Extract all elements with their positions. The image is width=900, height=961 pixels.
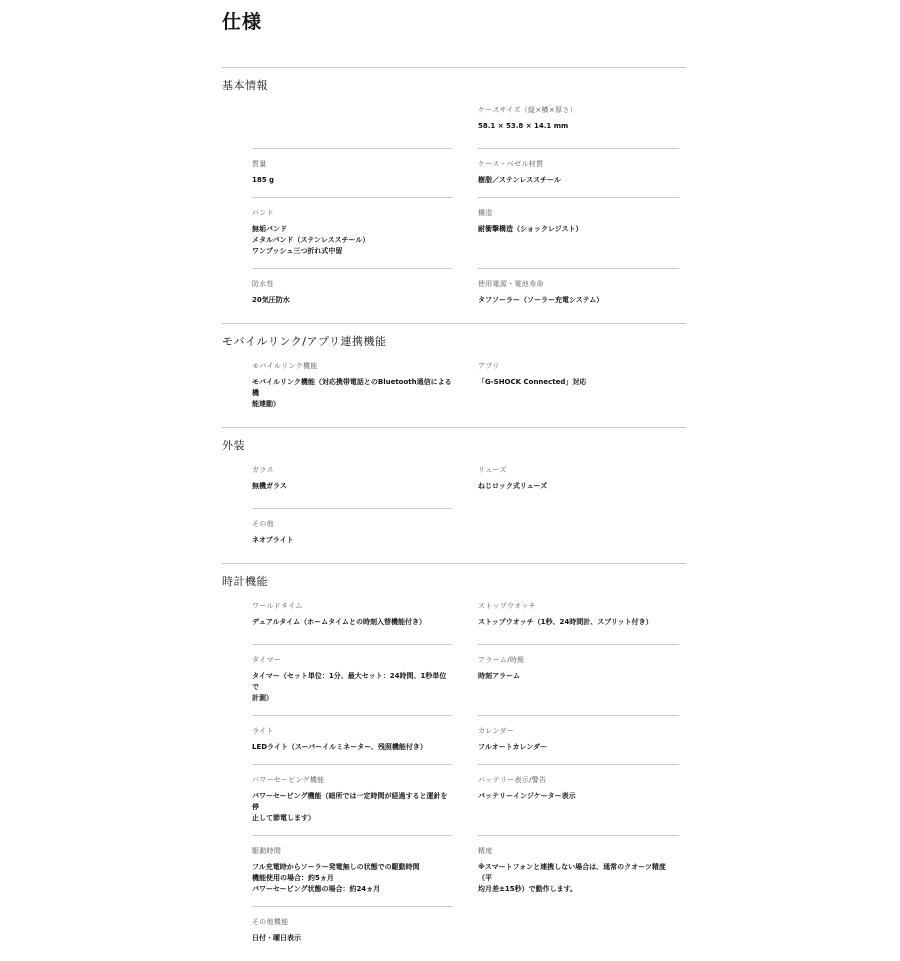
spec-value-line: 計測） xyxy=(252,694,273,702)
spec-item xyxy=(478,599,679,644)
spec-item xyxy=(478,764,679,835)
spec-value xyxy=(478,121,679,132)
spec-label: その他機能 xyxy=(252,918,289,926)
spec-value xyxy=(252,535,453,546)
spec-label: ワールドタイム xyxy=(252,602,303,610)
spec-item xyxy=(252,835,453,906)
spec-value-line: パワーセービング機能（暗所では一定時間が経過すると運針を停 xyxy=(252,792,448,811)
spec-value-line: 耐衝撃構造（ショックレジスト） xyxy=(478,225,583,233)
spec-value xyxy=(478,295,679,306)
spec-value-line: ねじロック式リューズ xyxy=(478,482,548,490)
spec-label: バンド xyxy=(252,209,274,217)
spec-item xyxy=(478,644,679,715)
spec-item xyxy=(478,197,679,268)
spec-value xyxy=(478,224,679,235)
spec-item xyxy=(252,268,453,317)
section-heading: 基本情報 xyxy=(222,79,268,92)
spec-value xyxy=(252,295,453,306)
spec-label: 精度 xyxy=(478,847,493,855)
spec-value-line: 185 g xyxy=(252,176,275,184)
spec-label: バッテリー表示/警告 xyxy=(478,776,547,784)
spec-item xyxy=(478,508,679,557)
spec-value-line: LEDライト（スーパーイルミネーター、残照機能付き） xyxy=(252,743,427,751)
spec-value-line: メタルバンド（ステンレススチール） xyxy=(252,236,370,244)
spec-value-line: 機能使用の場合：約5ヵ月 xyxy=(252,874,334,882)
spec-item xyxy=(252,103,453,148)
page-title: 仕様 xyxy=(222,11,263,33)
spec-value-line: 20気圧防水 xyxy=(252,296,290,304)
spec-value-line: 時刻アラーム xyxy=(478,672,520,680)
spec-value xyxy=(478,791,679,802)
spec-item xyxy=(478,715,679,764)
spec-value-line: 日付・曜日表示 xyxy=(252,934,301,942)
spec-value-line: フル充電時からソーラー発電無しの状態での駆動時間 xyxy=(252,863,420,871)
spec-item xyxy=(252,599,453,644)
spec-value xyxy=(252,933,453,944)
spec-value-line: ネオブライト xyxy=(252,536,294,544)
spec-grid xyxy=(252,463,686,563)
spec-value xyxy=(478,671,679,682)
spec-grid xyxy=(252,359,686,427)
section-heading: 時計機能 xyxy=(222,575,268,588)
spec-value xyxy=(252,742,453,753)
spec-item xyxy=(252,197,453,268)
spec-value xyxy=(252,224,453,257)
spec-item xyxy=(252,644,453,715)
spec-value-line: ※スマートフォンと連携しない場合は、通常のクオーツ精度（平 xyxy=(478,863,666,882)
spec-item xyxy=(252,508,453,557)
spec-value xyxy=(252,481,453,492)
spec-value xyxy=(252,671,453,704)
spec-label: モバイルリンク機能 xyxy=(252,362,318,370)
spec-value xyxy=(478,742,679,753)
spec-item xyxy=(478,359,679,421)
spec-label: ライト xyxy=(252,727,274,735)
spec-value-line: 「G-SHOCK Connected」対応 xyxy=(478,378,587,386)
spec-label: 構造 xyxy=(478,209,493,217)
spec-value xyxy=(252,791,453,824)
spec-item xyxy=(478,463,679,508)
spec-label: アラーム/時報 xyxy=(478,656,525,664)
spec-label: ガラス xyxy=(252,466,274,474)
spec-value-line: フルオートカレンダー xyxy=(478,743,548,751)
spec-item xyxy=(478,148,679,197)
section-heading: 外装 xyxy=(222,439,245,452)
spec-value-line: 樹脂／ステンレススチール xyxy=(478,176,561,184)
spec-value-line: 能連動） xyxy=(252,400,280,408)
section-heading: モバイルリンク/アプリ連携機能 xyxy=(222,335,387,348)
spec-page xyxy=(222,0,686,961)
spec-value-line: 止して節電します） xyxy=(252,814,315,822)
spec-value-line: 58.1 × 53.8 × 14.1 mm xyxy=(478,122,569,130)
spec-item xyxy=(252,906,453,955)
watch-functions-section xyxy=(222,563,686,961)
spec-item xyxy=(252,715,453,764)
spec-label: リューズ xyxy=(478,466,507,474)
spec-value-line: デュアルタイム（ホームタイムとの時刻入替機能付き） xyxy=(252,618,426,626)
spec-label: 防水性 xyxy=(252,280,274,288)
spec-item xyxy=(252,359,453,421)
spec-label: 駆動時間 xyxy=(252,847,282,855)
spec-item xyxy=(478,835,679,906)
spec-sections xyxy=(222,67,686,961)
spec-label: パワーセービング機能 xyxy=(252,776,325,784)
spec-label: ケース・ベゼル材質 xyxy=(478,160,544,168)
spec-value-line: タイマー（セット単位：1分、最大セット：24時間、1秒単位で xyxy=(252,672,447,691)
spec-label: ストップウオッチ xyxy=(478,602,536,610)
spec-value xyxy=(478,377,679,388)
spec-value-line: ワンプッシュ三つ折れ式中留 xyxy=(252,247,343,255)
spec-value xyxy=(252,377,453,410)
spec-item xyxy=(252,463,453,508)
spec-value xyxy=(252,175,453,186)
spec-item xyxy=(252,148,453,197)
spec-value xyxy=(478,175,679,186)
spec-value xyxy=(478,862,679,895)
spec-value-line: ストップウオッチ（1秒、24時間計、スプリット付き） xyxy=(478,618,653,626)
basic-info-section xyxy=(222,67,686,323)
spec-item xyxy=(478,268,679,317)
spec-grid xyxy=(252,103,686,323)
mobile-link-section xyxy=(222,323,686,427)
spec-grid xyxy=(252,599,686,961)
spec-label: アプリ xyxy=(478,362,500,370)
spec-item xyxy=(478,103,679,148)
spec-label: タイマー xyxy=(252,656,282,664)
spec-item xyxy=(478,906,679,955)
spec-label: 使用電源・電池寿命 xyxy=(478,280,544,288)
spec-value-line: タフソーラー（ソーラー充電システム） xyxy=(478,296,604,304)
spec-label: 質量 xyxy=(252,160,267,168)
spec-value xyxy=(478,481,679,492)
spec-value-line: 均月差±15秒）で動作します。 xyxy=(478,885,578,893)
spec-item xyxy=(252,764,453,835)
spec-label: その他 xyxy=(252,520,274,528)
spec-value-line: バッテリーインジケーター表示 xyxy=(478,792,576,800)
spec-value xyxy=(252,617,453,628)
spec-label: ケースサイズ（縦×横×厚さ） xyxy=(478,106,577,114)
spec-value xyxy=(478,617,679,628)
spec-value-line: 無機ガラス xyxy=(252,482,287,490)
spec-value-line: パワーセービング状態の場合：約24ヵ月 xyxy=(252,885,381,893)
spec-value-line: 無垢バンド xyxy=(252,225,287,233)
spec-value xyxy=(252,862,453,895)
exterior-section xyxy=(222,427,686,563)
spec-value-line: モバイルリンク機能（対応携帯電話とのBluetooth通信による機 xyxy=(252,378,452,397)
spec-label: カレンダー xyxy=(478,727,515,735)
